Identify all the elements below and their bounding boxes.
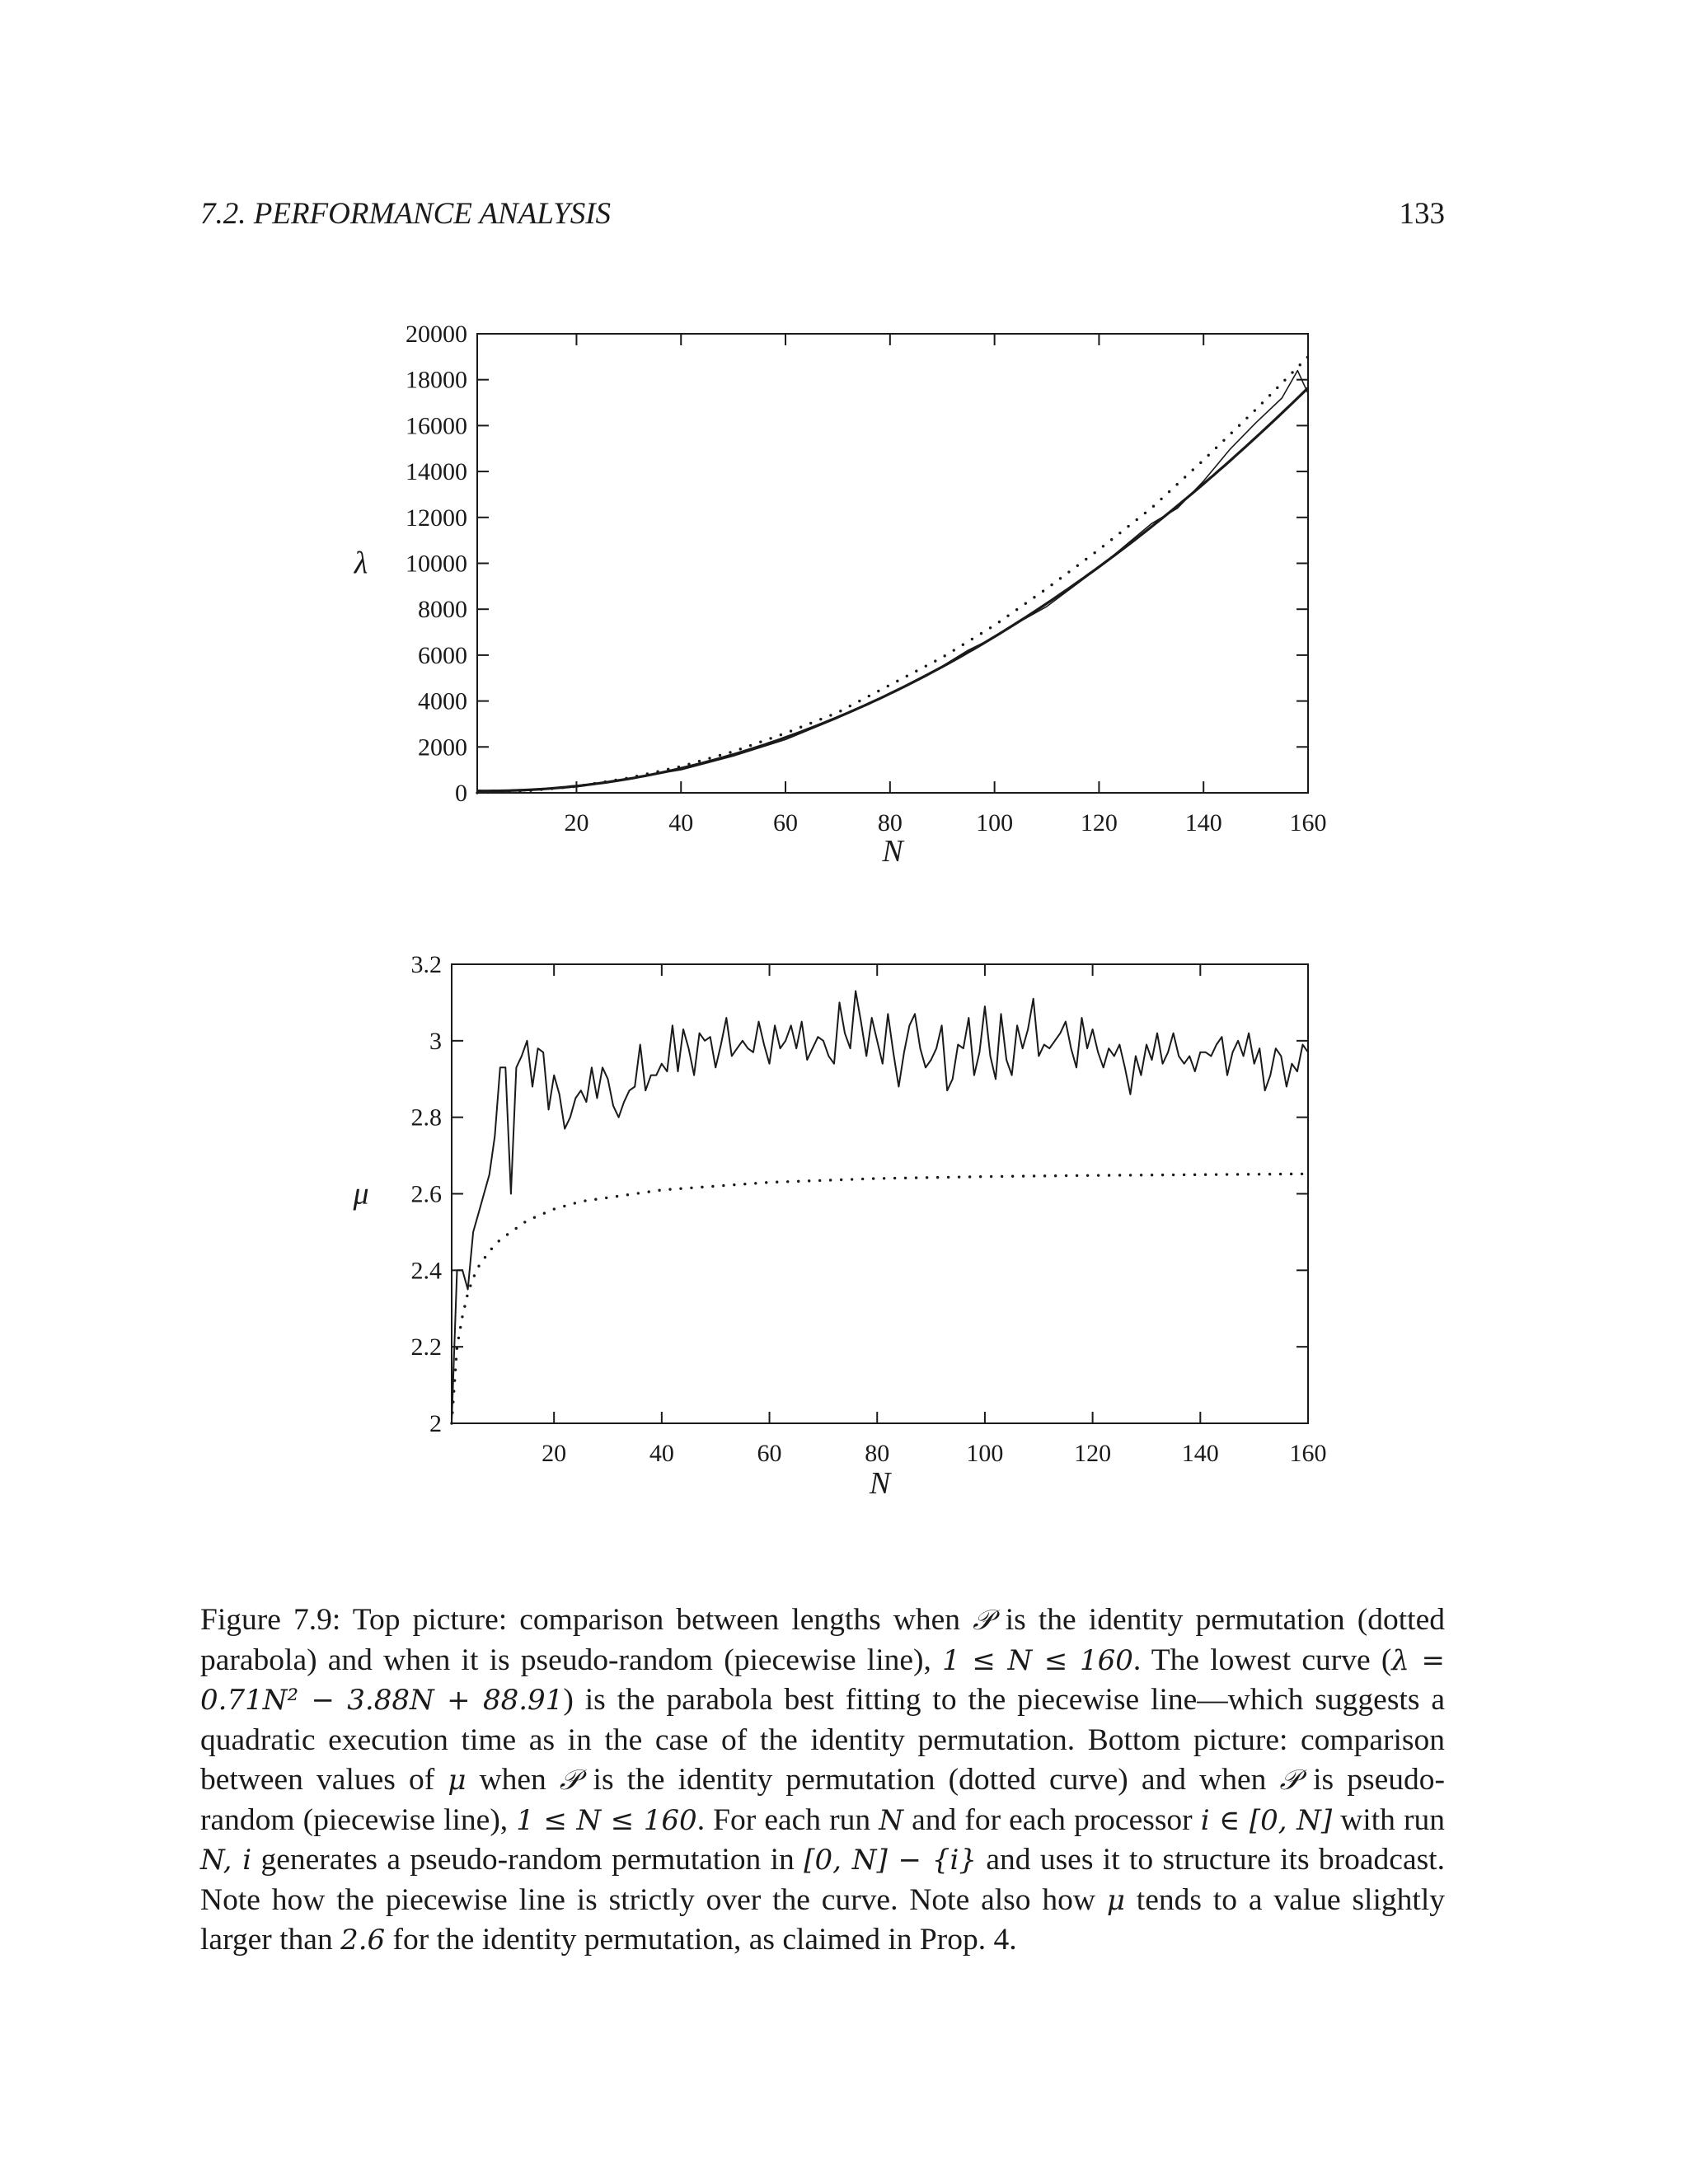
top-plot xyxy=(354,321,1327,869)
y-tick-label: 20000 xyxy=(406,321,467,348)
y-tick-label: 2000 xyxy=(418,733,467,762)
series-dot xyxy=(1085,558,1087,560)
series-dot xyxy=(754,1182,757,1184)
x-tick-label: 40 xyxy=(668,809,694,837)
series-dot xyxy=(1254,409,1256,411)
series-dot xyxy=(1025,602,1027,605)
caption-text: for the identity permutation, as claimed in Prop. 4. xyxy=(385,1923,1017,1957)
caption-text: when xyxy=(466,1763,560,1797)
series-dot xyxy=(1207,454,1210,457)
series-dot xyxy=(1054,1174,1057,1177)
series-dot xyxy=(1268,1173,1271,1175)
series-dot xyxy=(1215,1173,1217,1175)
series-dot xyxy=(776,1181,778,1183)
series-dot xyxy=(868,695,870,697)
series-dot xyxy=(849,705,851,707)
caption-text: . The lowest curve ( xyxy=(1132,1643,1392,1677)
series-dot xyxy=(790,729,792,732)
series-dot xyxy=(818,1179,821,1182)
series-dot xyxy=(1067,570,1070,573)
caption-text: is the identity permutation (dotted parabola) and when it is pseudo-random (piecewise line), xyxy=(200,1603,1445,1677)
series-dot xyxy=(1118,1174,1121,1176)
series-dot xyxy=(454,1368,457,1371)
series-dot xyxy=(729,751,731,753)
series-dot xyxy=(574,1202,576,1204)
series-dot xyxy=(1108,1174,1110,1176)
series-dot xyxy=(722,1184,724,1187)
series-dot xyxy=(743,1183,746,1185)
series-dot xyxy=(769,737,771,739)
top-plot-frame xyxy=(477,334,1308,793)
y-tick-label: 10000 xyxy=(406,550,467,578)
series-dot xyxy=(1238,424,1240,427)
series-dot xyxy=(968,1175,971,1178)
series-dot xyxy=(584,1199,586,1202)
series-dot xyxy=(701,1186,703,1188)
caption-math: 1 ≤ N ≤ 160 xyxy=(516,1803,697,1837)
series-dot xyxy=(543,1212,546,1214)
series-dot xyxy=(455,1357,457,1360)
series-dot xyxy=(906,675,908,677)
series-line xyxy=(452,991,1308,1424)
series-dot xyxy=(765,1181,767,1183)
series-dot xyxy=(962,644,964,646)
x-tick-label: 60 xyxy=(757,1440,782,1467)
y-tick-label: 3 xyxy=(429,1027,442,1055)
caption-math: 𝒫 xyxy=(1279,1764,1300,1797)
series-dot xyxy=(459,1326,462,1329)
series-dot xyxy=(1110,538,1113,541)
series-dot xyxy=(1059,577,1062,579)
x-tick-label: 140 xyxy=(1181,1440,1219,1467)
series-dot xyxy=(1076,1174,1078,1177)
caption-text: and uses it to structure its broadcast. Note how the piecewise line is strictly over the curve. Note also how xyxy=(200,1843,1445,1917)
series-dot xyxy=(648,1190,650,1193)
caption-math: [0, N] − {i} xyxy=(804,1844,977,1877)
series-dot xyxy=(1161,1174,1164,1176)
series-dot xyxy=(797,1180,799,1183)
series-dot xyxy=(1086,1174,1089,1177)
y-tick-label: 12000 xyxy=(406,504,467,532)
series-dot xyxy=(980,632,982,635)
series-dot xyxy=(733,1183,735,1186)
y-tick-label: 2.2 xyxy=(410,1333,442,1361)
series-dot xyxy=(1183,1174,1185,1176)
series-dot xyxy=(1226,1173,1228,1175)
caption-math: λ = 0.71N² − 3.88N + 88.91 xyxy=(200,1643,1445,1717)
x-tick-label: 160 xyxy=(1289,809,1327,837)
series-dot xyxy=(829,714,832,716)
x-tick-label: 20 xyxy=(564,809,589,837)
series-dot xyxy=(711,1185,714,1188)
series-dot xyxy=(1192,468,1194,471)
series-dot xyxy=(1033,596,1035,598)
series-dot xyxy=(861,1178,864,1180)
series-dot xyxy=(719,754,721,757)
series-line xyxy=(477,388,1308,791)
series-dot xyxy=(943,654,945,657)
y-tick-label: 2 xyxy=(429,1410,442,1437)
caption-text: tends to a value slightly larger than xyxy=(200,1882,1445,1957)
series-dot xyxy=(1065,1174,1067,1177)
series-dot xyxy=(1222,439,1225,442)
series-dot xyxy=(637,1192,640,1194)
series-dot xyxy=(1022,1174,1025,1177)
series-dot xyxy=(934,659,936,662)
caption-math: μ xyxy=(448,1764,467,1797)
series-dot xyxy=(1215,447,1217,449)
series-dot xyxy=(469,1284,471,1286)
series-dot xyxy=(1236,1173,1239,1175)
series-dot xyxy=(679,1188,682,1190)
y-tick-label: 2.4 xyxy=(410,1257,442,1285)
series-dot xyxy=(1144,512,1146,514)
series-dot xyxy=(1033,1174,1035,1177)
series-dot xyxy=(1204,1174,1207,1176)
series-dot xyxy=(1306,356,1309,359)
series-dot xyxy=(936,1176,939,1179)
series-dot xyxy=(1245,416,1248,419)
series-dot xyxy=(1261,401,1264,404)
series-dot xyxy=(1011,1175,1014,1178)
caption-math: N xyxy=(879,1803,903,1837)
series-dot xyxy=(1136,518,1138,521)
series-dot xyxy=(461,1315,463,1318)
x-tick-label: 20 xyxy=(542,1440,567,1467)
series-dot xyxy=(594,1198,597,1201)
caption-text: . For each run xyxy=(696,1802,879,1837)
series-dot xyxy=(1076,565,1079,567)
series-dot xyxy=(1151,1174,1153,1176)
series-dot xyxy=(808,1179,810,1182)
y-tick-label: 16000 xyxy=(406,412,467,440)
series-dot xyxy=(1006,614,1009,616)
y-axis-label: λ xyxy=(354,546,368,581)
y-axis-label: μ xyxy=(353,1176,369,1212)
series-dot xyxy=(1050,583,1053,586)
series-dot xyxy=(1268,394,1271,396)
caption-math: 𝒫 xyxy=(973,1604,993,1637)
series-dot xyxy=(1172,1174,1175,1176)
caption-text: and for each processor xyxy=(903,1802,1201,1837)
caption-math: 𝒫 xyxy=(559,1764,580,1797)
caption-text: Figure 7.9: Top picture: comparison between lengths when xyxy=(200,1603,973,1637)
series-dot xyxy=(514,1227,517,1230)
series-dot xyxy=(840,1179,842,1181)
series-line xyxy=(477,371,1308,792)
series-dot xyxy=(1097,1174,1100,1176)
series-dot xyxy=(1152,505,1155,508)
caption-math: 1 ≤ N ≤ 160 xyxy=(942,1643,1133,1677)
series-dot xyxy=(896,680,898,682)
series-dot xyxy=(473,1274,476,1277)
series-dot xyxy=(989,626,992,629)
series-dot xyxy=(819,718,822,720)
series-dot xyxy=(1129,1174,1132,1176)
series-dot xyxy=(1102,545,1104,547)
series-dot xyxy=(958,1175,960,1178)
x-tick-label: 120 xyxy=(1080,809,1118,837)
caption-text: generates a pseudo-random permutation in xyxy=(251,1843,804,1877)
series-dot xyxy=(1291,371,1293,373)
caption-math: μ xyxy=(1106,1883,1125,1917)
series-dot xyxy=(553,1207,556,1210)
series-dot xyxy=(953,649,955,651)
series-dot xyxy=(1118,532,1121,534)
series-dot xyxy=(466,1295,468,1297)
series-dot xyxy=(1001,1175,1003,1178)
series-dot xyxy=(749,744,752,747)
series-dot xyxy=(477,1265,480,1268)
series-dot xyxy=(739,748,742,750)
series-dot xyxy=(1093,551,1095,554)
y-tick-label: 0 xyxy=(455,780,467,807)
series-dot xyxy=(708,757,710,759)
caption-text: with run xyxy=(1332,1802,1445,1837)
series-dot xyxy=(1247,1173,1250,1175)
series-dot xyxy=(484,1256,486,1258)
figure-caption xyxy=(200,1601,1445,1961)
caption-math: 2.6 xyxy=(340,1924,386,1957)
series-dot xyxy=(1193,1174,1196,1176)
series-dot xyxy=(605,1197,607,1199)
series-dot xyxy=(1301,1173,1303,1175)
series-dot xyxy=(506,1233,509,1235)
series-dot xyxy=(926,1176,928,1179)
series-dot xyxy=(668,1188,671,1190)
series-dot xyxy=(1279,1173,1282,1175)
x-tick-label: 80 xyxy=(865,1440,890,1467)
series-dot xyxy=(698,760,701,762)
y-tick-label: 4000 xyxy=(418,687,467,715)
caption-text: is pseudo-random (piecewise line), xyxy=(200,1763,1445,1837)
y-tick-label: 14000 xyxy=(406,458,467,486)
series-dot xyxy=(883,1177,885,1179)
caption-math: N, i xyxy=(200,1844,252,1877)
x-tick-label: 40 xyxy=(649,1440,674,1467)
series-dot xyxy=(829,1179,832,1181)
series-dot xyxy=(1042,590,1044,593)
series-dot xyxy=(1127,525,1129,527)
series-dot xyxy=(887,685,889,687)
series-dot xyxy=(658,1189,660,1192)
series-dot xyxy=(1015,608,1018,611)
series-dot xyxy=(1258,1173,1260,1175)
series-dot xyxy=(1276,387,1278,389)
series-dot xyxy=(498,1240,500,1242)
y-tick-label: 2.8 xyxy=(410,1104,442,1132)
x-tick-label: 60 xyxy=(773,809,799,837)
series-dot xyxy=(780,733,782,736)
series-dot xyxy=(904,1177,907,1179)
bottom-plot xyxy=(352,951,1326,1501)
series-dot xyxy=(563,1205,565,1207)
bottom-plot-frame xyxy=(452,964,1308,1423)
x-tick-label: 120 xyxy=(1074,1440,1112,1467)
series-dot xyxy=(1140,1174,1142,1176)
x-tick-label: 100 xyxy=(966,1440,1004,1467)
y-tick-label: 3.2 xyxy=(410,951,442,978)
series-dot xyxy=(1175,483,1178,485)
caption-text: is the identity permutation (dotted curve) and when xyxy=(579,1763,1280,1797)
series-dot xyxy=(872,1177,874,1179)
series-dot xyxy=(915,670,917,673)
series-dot xyxy=(1283,379,1286,382)
x-axis-label: N xyxy=(882,834,903,869)
series-dot xyxy=(1299,363,1301,366)
series-dot xyxy=(690,1187,692,1189)
x-tick-label: 140 xyxy=(1184,809,1222,837)
series-dot xyxy=(998,621,1001,623)
series-dot xyxy=(616,1195,618,1197)
series-dot xyxy=(457,1337,460,1339)
x-axis-label: N xyxy=(869,1466,891,1501)
y-tick-label: 18000 xyxy=(406,366,467,394)
series-dot xyxy=(626,1193,629,1196)
x-tick-label: 80 xyxy=(877,809,903,837)
series-dot xyxy=(915,1176,917,1179)
series-dot xyxy=(759,741,762,743)
series-dot xyxy=(1231,432,1233,434)
series-dot xyxy=(947,1176,950,1179)
series-dot xyxy=(786,1180,789,1183)
series-dot xyxy=(858,700,860,702)
series-dot xyxy=(1043,1174,1046,1177)
series-dot xyxy=(523,1221,526,1223)
x-tick-label: 160 xyxy=(1289,1440,1327,1467)
series-dot xyxy=(1160,498,1162,500)
y-tick-label: 8000 xyxy=(418,596,467,624)
series-dot xyxy=(851,1178,853,1180)
y-tick-label: 2.6 xyxy=(410,1180,442,1208)
series-dot xyxy=(925,664,927,667)
series-dot xyxy=(463,1305,466,1307)
x-tick-label: 100 xyxy=(976,809,1014,837)
series-dot xyxy=(809,722,812,724)
y-tick-label: 6000 xyxy=(418,641,467,669)
series-dot xyxy=(799,726,802,729)
series-dot xyxy=(1184,476,1186,478)
caption-math: i ∈ [0, N] xyxy=(1200,1803,1333,1837)
series-dot xyxy=(893,1177,896,1179)
series-dot xyxy=(456,1347,458,1350)
series-dot xyxy=(533,1216,536,1218)
series-dot xyxy=(1290,1173,1292,1175)
page-number: 133 xyxy=(1399,197,1445,231)
series-dot xyxy=(1168,490,1170,493)
series-dot xyxy=(490,1248,493,1250)
series-dot xyxy=(839,710,842,712)
series-dot xyxy=(1199,462,1202,464)
series-dot xyxy=(979,1175,982,1178)
series-dot xyxy=(877,690,879,692)
series-dot xyxy=(971,638,973,640)
series-dot xyxy=(990,1175,992,1178)
caption-text: ) is the parabola best fitting to the piecewise line—which suggests a quadratic execution time as in the case of the identity permutation. Bottom picture: comparison between values of xyxy=(200,1683,1446,1797)
section-title: 7.2. PERFORMANCE ANALYSIS xyxy=(200,197,612,231)
